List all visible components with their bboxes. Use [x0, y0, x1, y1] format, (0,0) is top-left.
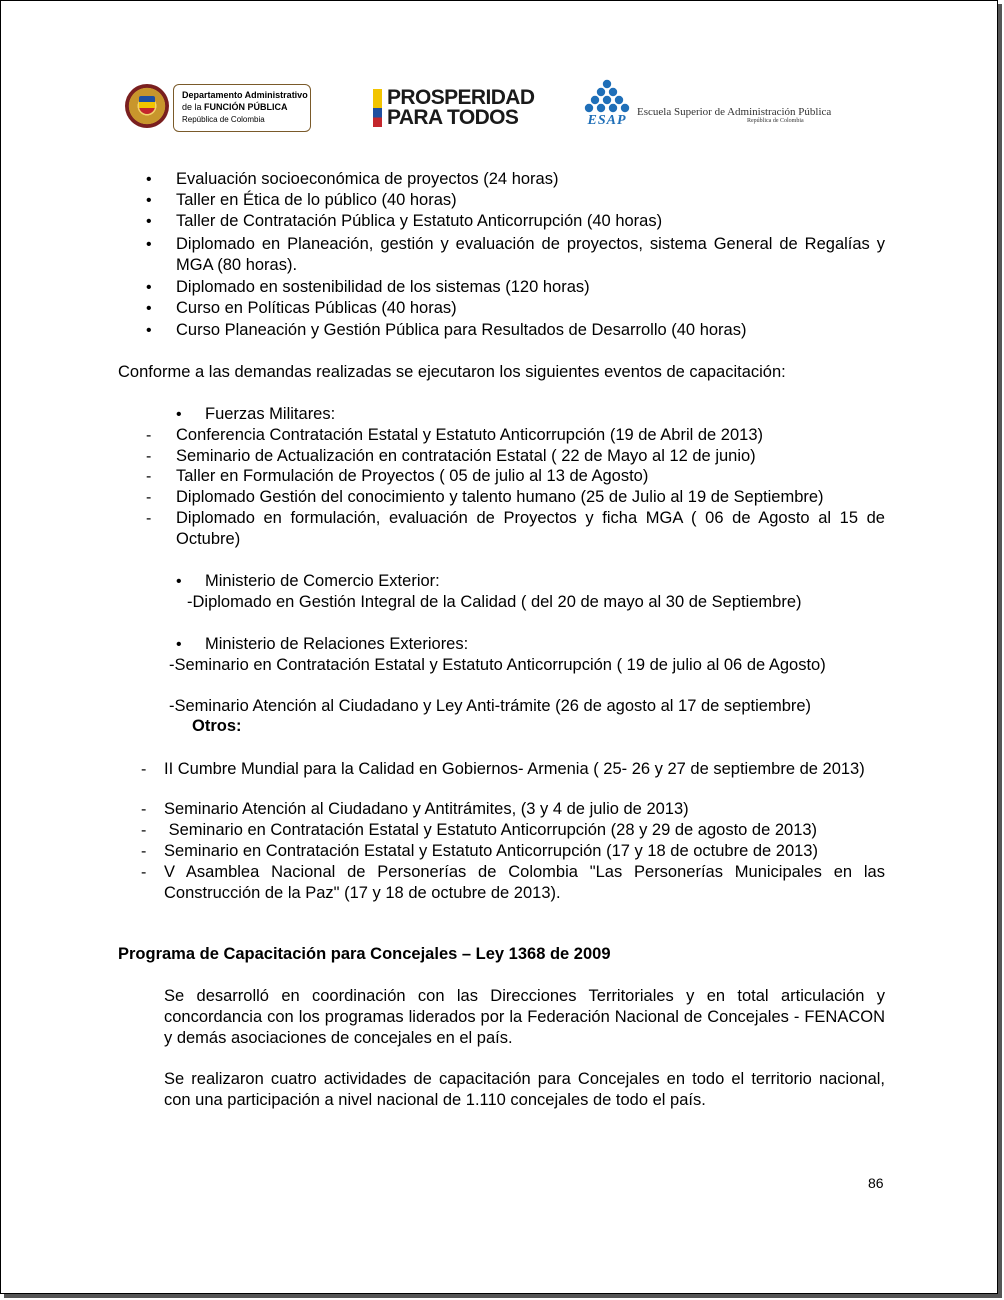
course-item: Taller en Ética de lo público (40 horas): [176, 191, 457, 209]
esap-country: República de Colombia: [747, 118, 804, 124]
bullet-icon: •: [176, 573, 182, 590]
dash-icon: -: [146, 427, 152, 444]
fuerzas-title: Fuerzas Militares:: [205, 405, 336, 423]
bullet-icon: •: [146, 236, 152, 253]
otros-item: Seminario Atención al Ciudadano y Antitrámites, (3 y 4 de julio de 2013): [164, 800, 689, 818]
course-item: Evaluación socioeconómica de proyectos (24 horas): [176, 170, 559, 188]
fuerzas-item: Seminario de Actualización en contratación Estatal ( 22 de Mayo al 12 de junio): [176, 447, 756, 465]
page-number: 86: [868, 1175, 884, 1191]
otros-title: Otros:: [192, 717, 242, 735]
intro-paragraph: Conforme a las demandas realizadas se ejecutaron los siguientes eventos de capacitación:: [118, 363, 786, 381]
fuerzas-item: Conferencia Contratación Estatal y Estatuto Anticorrupción (19 de Abril de 2013): [176, 426, 764, 444]
dash-icon: -: [141, 822, 147, 839]
dash-icon: -: [146, 489, 152, 506]
esap-dots-icon: [579, 79, 635, 113]
course-item: Taller de Contratación Pública y Estatuto Anticorrupción (40 horas): [176, 212, 663, 230]
relaciones-item-1: [169, 655, 885, 676]
esap-acronym: ESAP: [587, 113, 627, 128]
dash-icon: -: [141, 801, 147, 818]
esap-logo: [579, 79, 832, 131]
bullet-icon: •: [146, 322, 152, 339]
prosperidad-logo: [373, 87, 533, 131]
section-heading: Programa de Capacitación para Concejales – Ley 1368 de 2009: [118, 945, 611, 963]
relaciones-item-2: -Seminario Atención al Ciudadano y Ley Anti-trámite (26 de agosto al 17 de septiembre): [169, 697, 812, 715]
prosperidad-line1: PROSPERIDAD: [387, 86, 535, 109]
course-item: Curso Planeación y Gestión Pública para Resultados de Desarrollo (40 horas): [176, 321, 747, 339]
funcion-publica-line3: República de Colombia: [182, 115, 265, 124]
otros-item: II Cumbre Mundial para la Calidad en Gobiernos- Armenia ( 25- 26 y 27 de septiembre de 2013): [164, 760, 865, 778]
relaciones-title: Ministerio de Relaciones Exteriores:: [205, 635, 469, 653]
comercio-item: -Diplomado en Gestión Integral de la Calidad ( del 20 de mayo al 30 de Septiembre): [187, 593, 802, 611]
fuerzas-item: Diplomado en formulación, evaluación de Proyectos y ficha MGA ( 06 de Agosto al 15 de Octubre): [176, 509, 885, 548]
bullet-icon: •: [176, 636, 182, 653]
relaciones-item-1-text: -Seminario en Contratación Estatal y Estatuto Anticorrupción ( 19 de julio al 06 de Agosto): [169, 656, 826, 674]
funcion-publica-line1: Departamento Administrativo: [182, 90, 308, 100]
course-item: Diplomado en sostenibilidad de los sistemas (120 horas): [176, 278, 590, 296]
course-item: Diplomado en Planeación, gestión y evaluación de proyectos, sistema General de Regalías y MGA (80 horas).: [176, 235, 885, 274]
esap-name: Escuela Superior de Administración Pública: [637, 106, 832, 118]
funcion-publica-logo: [121, 81, 311, 133]
otros-item: Seminario en Contratación Estatal y Estatuto Anticorrupción (17 y 18 de octubre de 2013): [164, 842, 818, 860]
bullet-icon: •: [176, 406, 182, 423]
fuerzas-item: Taller en Formulación de Proyectos ( 05 de julio al 13 de Agosto): [176, 467, 649, 485]
dash-icon: -: [141, 864, 147, 881]
bullet-icon: •: [146, 192, 152, 209]
fuerzas-item: Diplomado Gestión del conocimiento y talento humano (25 de Julio al 19 de Septiembre): [176, 488, 824, 506]
dash-icon: -: [146, 448, 152, 465]
bullet-icon: •: [146, 300, 152, 317]
dash-icon: -: [146, 468, 152, 485]
otros-item: Seminario en Contratación Estatal y Estatuto Anticorrupción (28 y 29 de agosto de 2013): [164, 821, 818, 839]
prosperidad-line2: PARA TODOS: [387, 106, 519, 129]
course-item: Curso en Políticas Públicas (40 horas): [176, 299, 457, 317]
funcion-publica-label-box: [173, 84, 311, 132]
section-paragraph-2: Se realizaron cuatro actividades de capacitación para Concejales en todo el territorio nacional, con una participación a nivel nacional de 1.110 concejales de todo el país.: [164, 1070, 885, 1109]
bullet-icon: •: [146, 213, 152, 230]
dash-icon: -: [141, 761, 147, 778]
funcion-publica-line2-bold: FUNCIÓN PÚBLICA: [204, 102, 288, 112]
dash-icon: -: [146, 510, 152, 527]
flag-stripe-icon: [373, 89, 382, 127]
comercio-title: Ministerio de Comercio Exterior:: [205, 572, 440, 590]
colombia-seal-icon: [125, 84, 169, 128]
funcion-publica-line2-prefix: de la: [182, 102, 205, 112]
section-paragraph-1: Se desarrolló en coordinación con las Direcciones Territoriales y en total articulación y concordancia con los programas liderados por la Federación Nacional de Concejales - FENACON y demás asociaciones de concejales en el país.: [164, 987, 885, 1047]
bullet-icon: •: [146, 171, 152, 188]
dash-icon: -: [141, 843, 147, 860]
funcion-publica-line2: [182, 102, 288, 113]
bullet-icon: •: [146, 279, 152, 296]
otros-item: V Asamblea Nacional de Personerías de Colombia "Las Personerías Municipales en las Construcción de la Paz" (17 y 18 de octubre de 2013).: [164, 863, 885, 902]
